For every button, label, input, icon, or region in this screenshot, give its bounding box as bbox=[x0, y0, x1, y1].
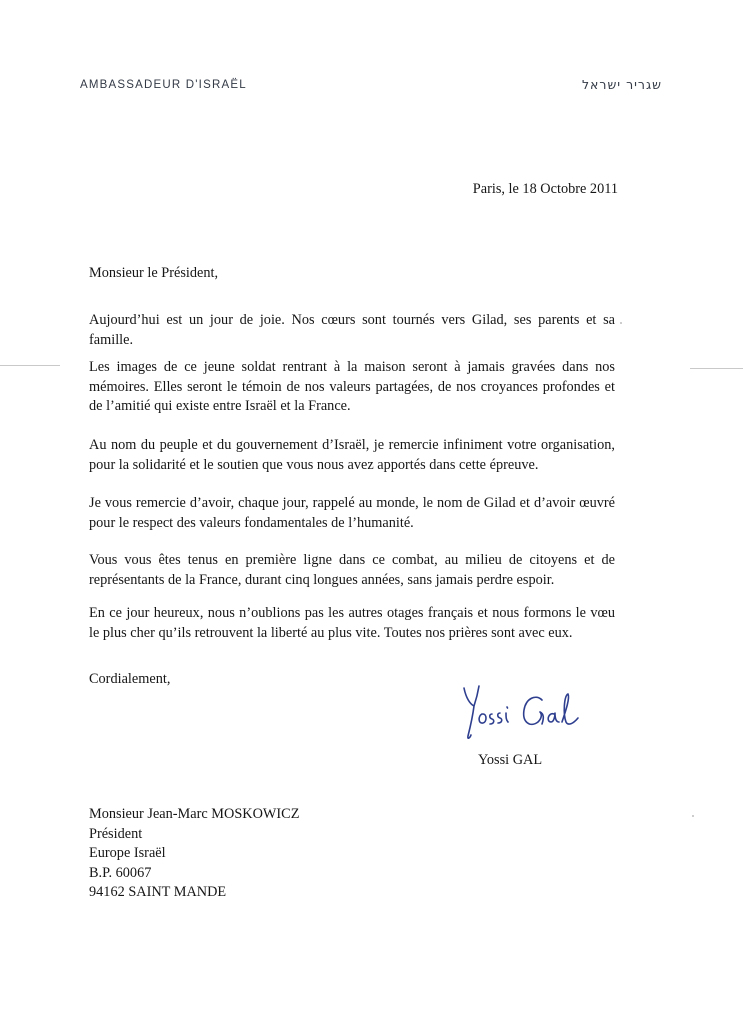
scan-speck bbox=[692, 815, 694, 817]
paragraph-3: Au nom du peuple et du gouvernement d’Israël, je remercie infiniment votre organisation, pour la solidarité et le soutien que vous nous avez apportés dans cette épreuve. bbox=[89, 437, 615, 473]
paper-fold-mark bbox=[690, 368, 743, 369]
recipient-title: Président bbox=[89, 825, 143, 842]
paper-fold-mark bbox=[0, 365, 60, 366]
recipient-name: Monsieur Jean-Marc MOSKOWICZ bbox=[89, 806, 300, 822]
letterhead-french: AMBASSADEUR D'ISRAËL bbox=[80, 79, 247, 91]
paragraph-6: En ce jour heureux, nous n’oublions pas les autres otages français et nous formons le vœu le plus cher qu’ils retrouvent la liberté au plus vite. Toutes nos prières sont avec eux. bbox=[89, 605, 615, 641]
recipient-city: 94162 SAINT MANDE bbox=[89, 884, 227, 901]
paragraph-5: Vous vous êtes tenus en première ligne dans ce combat, au milieu de citoyens et de représentants de la France, durant cinq longues années, sans jamais perdre espoir. bbox=[89, 552, 615, 588]
recipient-organization: Europe Israël bbox=[89, 845, 166, 862]
handwritten-signature bbox=[456, 680, 586, 750]
scan-speck bbox=[620, 322, 622, 324]
paragraph-4: Je vous remercie d’avoir, chaque jour, rappelé au monde, le nom de Gilad et d’avoir œuvré pour le respect des valeurs fondamentales de l’humanité. bbox=[89, 495, 615, 531]
paragraph-1: Aujourd’hui est un jour de joie. Nos cœurs sont tournés vers Gilad, ses parents et sa famille. bbox=[89, 312, 615, 348]
recipient-address bbox=[89, 805, 299, 903]
signer-name: Yossi GAL bbox=[478, 752, 543, 768]
letter-date: Paris, le 18 Octobre 2011 bbox=[472, 181, 618, 197]
recipient-po-box: B.P. 60067 bbox=[89, 864, 152, 881]
paragraph-2: Les images de ce jeune soldat rentrant à la maison seront à jamais gravées dans nos mémoires. Elles seront le témoin de nos valeurs partagées, de nos croyances profondes et de l’amitié qui existe entre Israël et la France. bbox=[89, 359, 615, 415]
salutation: Monsieur le Président, bbox=[89, 265, 219, 281]
closing: Cordialement, bbox=[89, 671, 171, 687]
letterhead-hebrew: שגריר ישראל bbox=[581, 77, 662, 92]
